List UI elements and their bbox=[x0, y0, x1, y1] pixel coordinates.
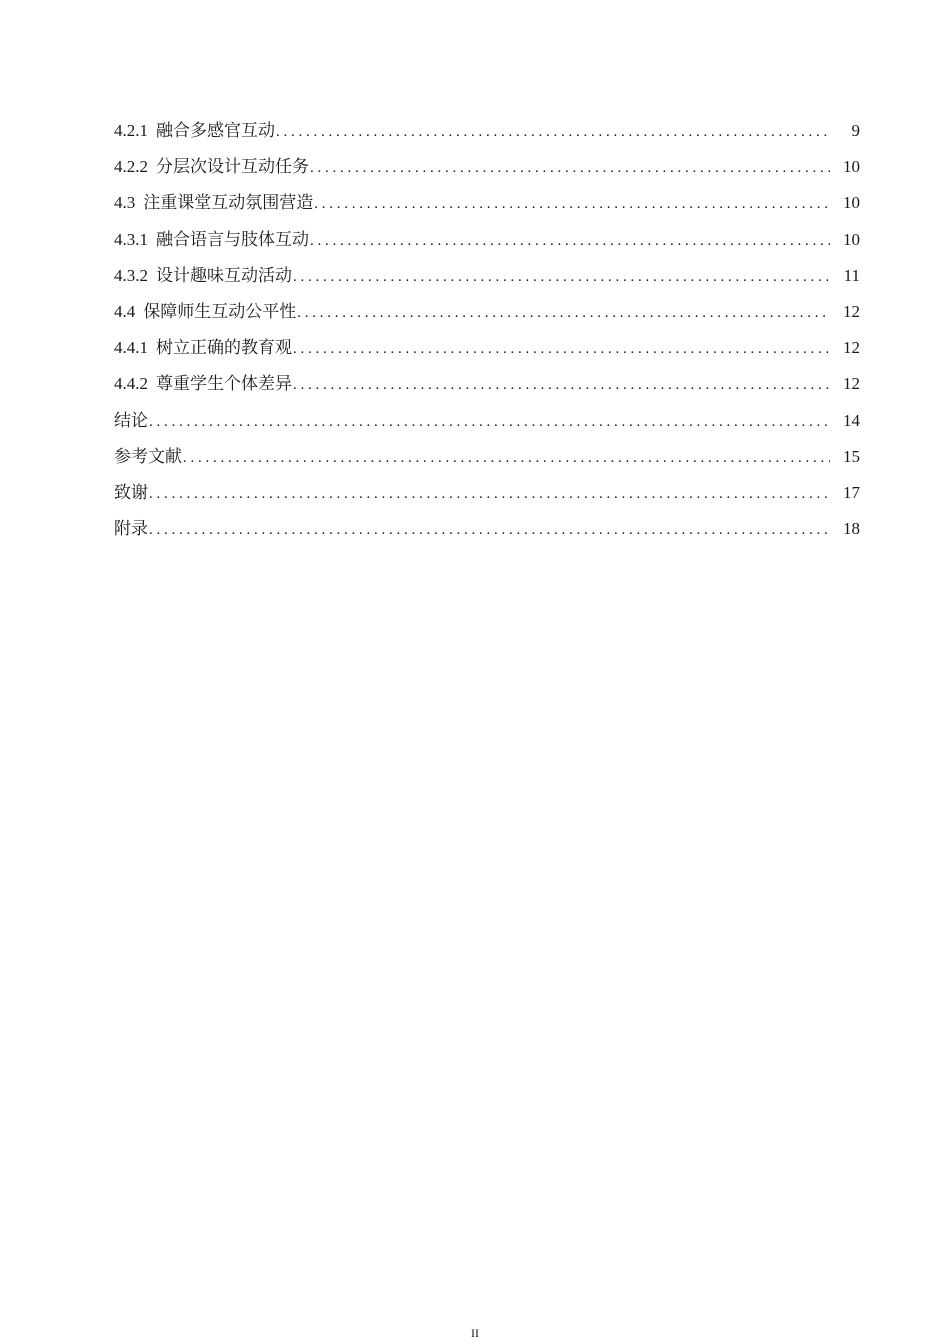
toc-entry-label bbox=[114, 330, 292, 366]
toc-entry-title: 分层次设计互动任务 bbox=[156, 157, 309, 177]
toc-dot-leader bbox=[310, 150, 830, 186]
toc-entry-page: 15 bbox=[843, 446, 860, 466]
toc-entry-title: 树立正确的教育观 bbox=[156, 338, 292, 358]
toc-entry-page: 10 bbox=[843, 157, 860, 177]
toc-dot-leader bbox=[293, 259, 830, 295]
toc-entry-4-4-2[interactable] bbox=[114, 366, 860, 402]
toc-entry-label bbox=[114, 403, 148, 439]
toc-entry-page: 10 bbox=[843, 229, 860, 249]
toc-entry-appendix[interactable] bbox=[114, 511, 860, 547]
toc-entry-number: 4.4.1 bbox=[114, 338, 148, 358]
toc-entry-title: 注重课堂互动氛围营造 bbox=[143, 193, 314, 213]
toc-entry-label bbox=[114, 185, 313, 221]
toc-entry-page: 10 bbox=[843, 193, 860, 213]
toc-dot-leader bbox=[293, 367, 830, 403]
toc-entry-label bbox=[114, 258, 292, 294]
toc-entry-page: 14 bbox=[843, 410, 860, 430]
toc-entry-4-4-1[interactable] bbox=[114, 330, 860, 366]
toc-entry-number: 4.3.2 bbox=[114, 265, 148, 285]
toc-entry-references[interactable] bbox=[114, 439, 860, 475]
toc-entry-conclusion[interactable] bbox=[114, 403, 860, 439]
toc-entry-label bbox=[114, 511, 148, 547]
toc-entry-title: 保障师生互动公平性 bbox=[143, 301, 297, 321]
toc-entry-title: 致谢 bbox=[114, 482, 148, 502]
toc-entry-number: 4.2.1 bbox=[114, 121, 148, 140]
toc-entry-4-2-2[interactable] bbox=[114, 149, 860, 185]
toc-entry-4-3-2[interactable] bbox=[114, 258, 860, 294]
toc-dot-leader bbox=[293, 331, 830, 367]
toc-entry-page: 12 bbox=[843, 301, 860, 321]
toc-entry-number: 4.2.2 bbox=[114, 157, 148, 177]
toc-entry-4-3[interactable] bbox=[114, 185, 860, 221]
toc-entry-page: 12 bbox=[843, 374, 860, 394]
toc-entry-number: 4.4 bbox=[114, 301, 136, 321]
toc-dot-leader bbox=[149, 512, 830, 548]
toc-entry-page: 12 bbox=[843, 338, 860, 358]
toc-entry-page: 9 bbox=[851, 121, 860, 140]
toc-entry-title: 尊重学生个体差异 bbox=[156, 374, 292, 394]
toc-entry-page: 18 bbox=[843, 519, 860, 539]
toc-dot-leader bbox=[149, 404, 830, 440]
toc-entry-label bbox=[114, 149, 309, 185]
toc-entry-title: 参考文献 bbox=[114, 446, 182, 466]
toc-dot-leader bbox=[314, 186, 830, 222]
toc-dot-leader bbox=[310, 223, 830, 259]
toc-entry-title: 设计趣味互动活动 bbox=[156, 265, 292, 285]
toc-entry-title: 结论 bbox=[114, 410, 148, 430]
toc-entry-page: 11 bbox=[843, 265, 860, 285]
toc-entry-label bbox=[114, 113, 275, 149]
toc-dot-leader bbox=[297, 295, 830, 331]
toc-entry-title: 融合多感官互动 bbox=[156, 121, 275, 140]
table-of-contents bbox=[114, 113, 860, 547]
toc-entry-4-4[interactable] bbox=[114, 294, 860, 330]
toc-dot-leader bbox=[149, 476, 830, 512]
toc-entry-4-2-1[interactable] bbox=[114, 113, 860, 149]
toc-entry-label bbox=[114, 475, 148, 511]
toc-entry-label bbox=[114, 439, 182, 475]
toc-entry-label bbox=[114, 366, 292, 402]
toc-entry-number: 4.4.2 bbox=[114, 374, 148, 394]
toc-entry-page: 17 bbox=[843, 482, 860, 502]
toc-dot-leader bbox=[183, 440, 830, 476]
toc-entry-4-3-1[interactable] bbox=[114, 222, 860, 258]
toc-entry-label bbox=[114, 222, 309, 258]
toc-entry-title: 附录 bbox=[114, 519, 148, 539]
toc-entry-number: 4.3.1 bbox=[114, 229, 148, 249]
toc-entry-number: 4.3 bbox=[114, 193, 136, 213]
page-number-footer: II bbox=[471, 1326, 479, 1340]
toc-entry-title: 融合语言与肢体互动 bbox=[156, 229, 309, 249]
toc-entry-label bbox=[114, 294, 296, 330]
toc-entry-acknowledgements[interactable] bbox=[114, 475, 860, 511]
toc-dot-leader bbox=[276, 114, 830, 150]
